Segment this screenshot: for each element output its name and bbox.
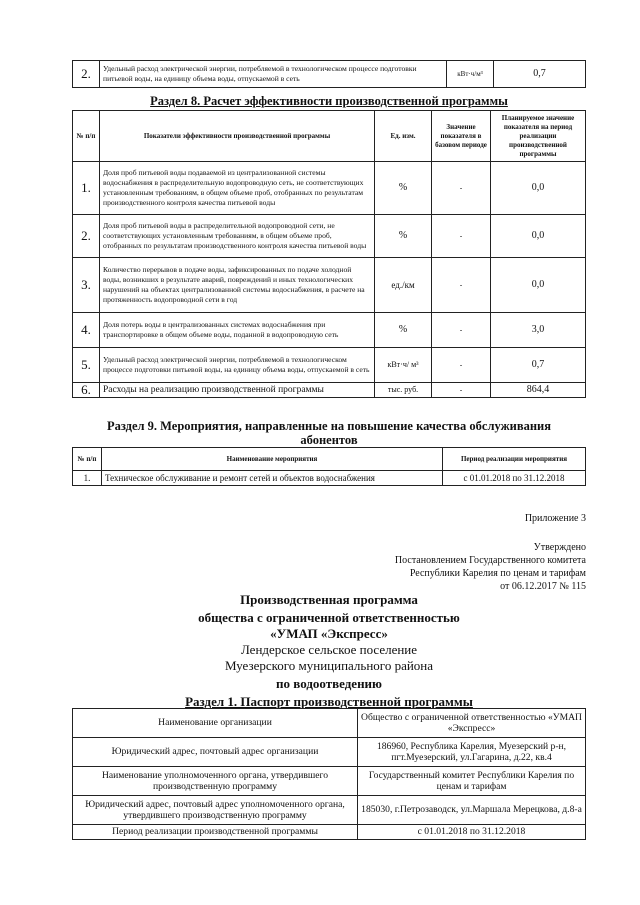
row-base: - xyxy=(432,348,491,383)
approved-label: Утверждено xyxy=(533,542,586,553)
row-text: Расходы на реализацию производственной программы xyxy=(100,383,375,398)
row-number: 1. xyxy=(73,471,102,486)
row-value: с 01.01.2018 по 31.12.2018 xyxy=(358,825,586,840)
table-row xyxy=(73,709,586,738)
top-table xyxy=(72,60,586,88)
row-label: Наименование уполномоченного органа, утвердившего производственную программу xyxy=(73,767,358,796)
row-base: - xyxy=(432,258,491,313)
row-unit: % xyxy=(375,162,432,215)
row-label: Юридический адрес, почтовый адрес организации xyxy=(73,738,358,767)
row-plan: 0,0 xyxy=(491,258,586,313)
section9-title-line2: абонентов xyxy=(300,433,358,447)
approval-line-1: Постановлением Государственного комитета xyxy=(394,555,586,566)
col-header-indicator: Показатели эффективности производственной программы xyxy=(100,111,375,162)
section8-table xyxy=(72,110,586,398)
table-row xyxy=(73,471,586,486)
approval-line-3: от 06.12.2017 № 115 xyxy=(500,581,586,592)
section8-title: Раздел 8. Расчет эффективности производственной программы xyxy=(150,94,508,108)
row-number: 6. xyxy=(73,383,100,398)
row-plan: 0,0 xyxy=(491,215,586,258)
row-name: Техническое обслуживание и ремонт сетей и объектов водоснабжения xyxy=(102,471,443,486)
program-title: Производственная программа xyxy=(240,592,418,607)
col-header-base: Значение показателя в базовом периоде xyxy=(432,111,491,162)
col-header-unit: Ед. изм. xyxy=(375,111,432,162)
section9-title xyxy=(72,419,586,447)
table-row xyxy=(73,61,586,88)
row-unit: % xyxy=(375,215,432,258)
program-subject: по водоотведению xyxy=(276,676,382,691)
row-value: Общество с ограниченной ответственностью «УМАП «Экспресс» xyxy=(358,709,586,738)
row-text: Доля проб питьевой воды подаваемой из централизованной системы водоснабжения в распределительную водопроводную сеть, не соответствующих установленным требованиям, в общем объеме проб, отобранных по результатам производственного контроля качества питьевой воды xyxy=(100,162,375,215)
table-row xyxy=(73,162,586,215)
table-row xyxy=(73,313,586,348)
row-unit: кВт·ч/ м³ xyxy=(375,348,432,383)
row-value: 186960, Республика Карелия, Муезерский р-н, пгт.Муезерский, ул.Гагарина, д.22, кв.4 xyxy=(358,738,586,767)
row-period: с 01.01.2018 по 31.12.2018 xyxy=(443,471,586,486)
row-number: 1. xyxy=(73,162,100,215)
row-unit: ед./км xyxy=(375,258,432,313)
program-district: Муезерского муниципального района xyxy=(224,658,434,673)
row-plan: 864,4 xyxy=(491,383,586,398)
row-unit: % xyxy=(375,313,432,348)
approval-line-2: Республики Карелия по ценам и тарифам xyxy=(409,568,586,579)
row-number: 4. xyxy=(73,313,100,348)
row-plan: 0,7 xyxy=(491,348,586,383)
table-row xyxy=(73,738,586,767)
section9-title-line1: Раздел 9. Мероприятия, направленные на повышение качества обслуживания xyxy=(106,419,552,433)
row-label: Юридический адрес, почтовый адрес уполномоченного органа, утвердившего производственную программу xyxy=(73,796,358,825)
row-base: - xyxy=(432,215,491,258)
program-settlement: Лендерское сельское поселение xyxy=(240,642,418,657)
program-org-type: общества с ограниченной ответственностью xyxy=(198,610,460,625)
table-row xyxy=(73,825,586,840)
section1-title: Раздел 1. Паспорт производственной программы xyxy=(185,694,473,709)
row-base: - xyxy=(432,162,491,215)
header-row xyxy=(73,448,586,471)
passport-table xyxy=(72,708,586,840)
row-plan: 0,0 xyxy=(491,162,586,215)
row-text: Доля потерь воды в централизованных системах водоснабжения при транспортировке в общем объеме воды, поданной в водопроводную сеть xyxy=(100,313,375,348)
row-label: Период реализации производственной программы xyxy=(73,825,358,840)
table-row xyxy=(73,215,586,258)
row-text: Количество перерывов в подаче воды, зафиксированных по подаче холодной воды, возникших в результате аварий, повреждений и иных технологических нарушений на объектах централизованной системы водоснабжения, в расчете на протяженность водопроводной сети в год xyxy=(100,258,375,313)
row-text: Удельный расход электрической энергии, потребляемой в технологическом процессе подготовки питьевой воды, на единицу объема воды, отпускаемой в сеть xyxy=(100,348,375,383)
row-number: 3. xyxy=(73,258,100,313)
row-unit: кВт·ч/м³ xyxy=(447,61,494,88)
row-value: 185030, г.Петрозаводск, ул.Маршала Мерецкова, д.8-а xyxy=(358,796,586,825)
row-number: 5. xyxy=(73,348,100,383)
section9-table xyxy=(72,447,586,486)
table-row xyxy=(73,796,586,825)
table-row xyxy=(73,348,586,383)
col-header-name: Наименование мероприятия xyxy=(102,448,443,471)
table-row xyxy=(73,258,586,313)
program-org-name: «УМАП «Экспресс» xyxy=(270,626,388,641)
table-row xyxy=(73,767,586,796)
row-unit: тыс. руб. xyxy=(375,383,432,398)
appendix-label: Приложение 3 xyxy=(524,513,586,524)
col-header-number: № п/п xyxy=(73,448,102,471)
row-plan: 3,0 xyxy=(491,313,586,348)
row-base: - xyxy=(432,383,491,398)
row-text: Доля проб питьевой воды в распределительной водопроводной сети, не соответствующих установленным требованиям, в общем объеме проб, отобранных по результатам производственного контроля качества питьевой воды xyxy=(100,215,375,258)
approval-block xyxy=(300,541,586,593)
row-label: Наименование организации xyxy=(73,709,358,738)
col-header-number: № п/п xyxy=(73,111,100,162)
row-number: 2. xyxy=(73,215,100,258)
table-row xyxy=(73,383,586,398)
row-value: 0,7 xyxy=(494,61,586,88)
col-header-period: Период реализации мероприятия xyxy=(443,448,586,471)
row-text: Удельный расход электрической энергии, потребляемой в технологическом процессе подготовки питьевой воды, на единицу объема воды, отпускаемой в сеть xyxy=(100,61,447,88)
row-number: 2. xyxy=(73,61,100,88)
header-row xyxy=(73,111,586,162)
col-header-plan: Планируемое значение показателя на период реализации производственной программы xyxy=(491,111,586,162)
row-base: - xyxy=(432,313,491,348)
row-value: Государственный комитет Республики Карелия по ценам и тарифам xyxy=(358,767,586,796)
